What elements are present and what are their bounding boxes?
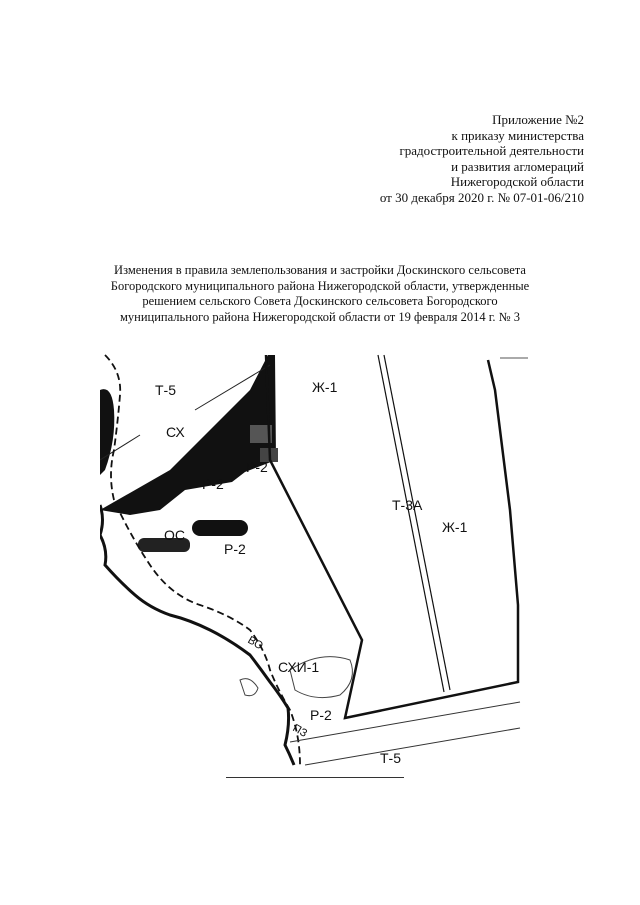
zone-label-os: ОС: [164, 527, 185, 543]
zone-label-pz: ПЗ: [290, 722, 310, 740]
zone-label-p2: Р-2: [246, 459, 268, 475]
river-boundary: [100, 505, 294, 765]
zone-label-p2: Р-2: [310, 707, 332, 723]
appendix-line: и развития агломераций: [451, 158, 584, 174]
zone-label-t3a: Т-3А: [392, 497, 423, 513]
os-zone-blob: [192, 520, 248, 536]
zone-label-p2: Р-2: [224, 541, 246, 557]
title-line: Изменения в правила землепользования и застройки Доскинского сельсовета: [114, 263, 526, 277]
zone-label-skh: СХ: [166, 424, 185, 440]
zone-label-zh1: Ж-1: [442, 519, 468, 535]
zone-label-zh1: Ж-1: [312, 379, 338, 395]
bottom-divider: [226, 777, 404, 778]
zone-label-skhi1: СХИ-1: [278, 659, 320, 675]
road-line: [384, 355, 450, 690]
zone-label-t5: Т-5: [380, 750, 401, 766]
zoning-map-svg: [100, 350, 530, 770]
title-line: Богородского муниципального района Нижегородской области, утвержденные: [110, 278, 530, 293]
appendix-line: градостроительной деятельности: [399, 143, 584, 158]
zone-label-p2: Р-2: [202, 476, 224, 492]
title-line: решением сельского Совета Доскинского сельсовета Богородского: [142, 294, 498, 308]
title-line: муниципального района Нижегородской области от 19 февраля 2014 г. № 3: [120, 309, 520, 324]
appendix-line: Приложение №2: [492, 112, 584, 127]
parcel-outline: [240, 679, 258, 696]
zoning-map: [100, 350, 530, 770]
zone-label-vo: ВО: [245, 634, 265, 653]
zone-label-t5: Т-5: [155, 382, 176, 398]
document-title: [100, 263, 540, 325]
dark-zone-area: [100, 355, 276, 515]
appendix-line: Нижегородской области: [450, 174, 584, 189]
appendix-line: от 30 декабря 2020 г. № 07-01-06/210: [379, 189, 584, 205]
appendix-block: [380, 112, 584, 205]
road-line: [378, 355, 444, 692]
appendix-line: к приказу министерства: [451, 127, 584, 143]
